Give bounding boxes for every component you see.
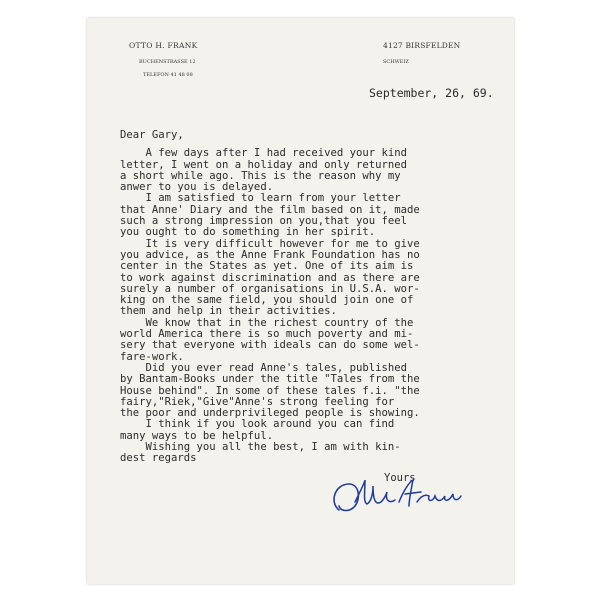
letterhead-name: OTTO H. FRANK bbox=[129, 41, 198, 50]
body-line: a short while ago. This is the reason why my bbox=[120, 169, 401, 182]
body-line: We know that in the richest country of the bbox=[120, 316, 414, 329]
letterhead-country: SCHWEIZ bbox=[383, 59, 409, 65]
body-line: Wishing you all the best, I am with kin- bbox=[120, 441, 401, 454]
body-line: letter, I went on a holiday and only returned bbox=[120, 158, 408, 171]
body-line: many ways to be helpful. bbox=[120, 429, 274, 442]
body-line: A few days after I had received your kind bbox=[120, 147, 408, 160]
body-line: by Bantam-Books under the title "Tales from the bbox=[120, 373, 420, 386]
body-line: It is very difficult however for me to give bbox=[120, 237, 420, 250]
body-line: surely a number of organisations in U.S.A. wor- bbox=[120, 282, 420, 295]
letterhead-phone: TELEFON 41 48 08 bbox=[143, 72, 193, 78]
letterhead-street: BUCHENSTRASSE 12 bbox=[139, 59, 196, 65]
body-line: to work against discrimination and as there are bbox=[120, 271, 420, 284]
body-line: the poor and underprivileged people is showing. bbox=[120, 407, 420, 420]
body-line: center in the States as yet. One of its aim is bbox=[120, 260, 414, 273]
body-line: sery that everyone with ideals can do some wel- bbox=[120, 339, 420, 352]
body-line: fairy,"Riek,"Give"Anne's strong feeling for bbox=[120, 395, 395, 408]
body-line: Did you ever read Anne's tales, published bbox=[120, 361, 408, 374]
body-line: that Anne' Diary and the film based on it, made bbox=[120, 203, 420, 216]
body-line: anwer to you is delayed. bbox=[120, 181, 274, 194]
body-line: such a strong impression on you,that you feel bbox=[120, 215, 408, 228]
closing: Yours bbox=[384, 472, 416, 484]
body-line: them and help in their activities. bbox=[120, 305, 337, 318]
body-line: you advice, as the Anne Frank Foundation has no bbox=[120, 248, 420, 261]
body-line: fare-work. bbox=[120, 350, 184, 363]
letterhead-city: 4127 BIRSFELDEN bbox=[383, 41, 461, 50]
body-line: House behind". In some of these tales f.i. "the bbox=[120, 384, 420, 397]
handwritten-signature bbox=[325, 472, 475, 522]
body-line: you ought to do something in her spirit. bbox=[120, 226, 376, 239]
body-line: I am satisfied to learn from your letter bbox=[120, 192, 401, 205]
body-line: dest regards bbox=[120, 452, 197, 465]
body-text bbox=[120, 148, 510, 464]
body-line: world America there is so much poverty and mi- bbox=[120, 328, 414, 341]
salutation: Dear Gary, bbox=[120, 129, 184, 141]
letter-date: September, 26, 69. bbox=[369, 86, 494, 100]
letter-body bbox=[120, 130, 510, 465]
body-line: I think if you look around you can find bbox=[120, 418, 395, 431]
letter-paper bbox=[87, 18, 514, 584]
body-line: king on the same field, you should join one of bbox=[120, 294, 414, 307]
